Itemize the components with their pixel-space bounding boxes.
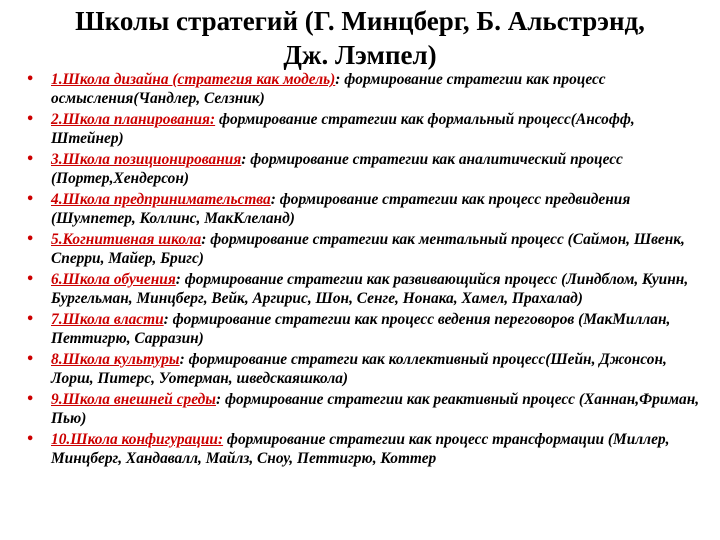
- list-item: [22, 270, 702, 308]
- school-separator: :: [335, 71, 341, 88]
- school-name: 7.Школа власти: [51, 311, 164, 328]
- school-description: формирование стратеги как коллективный процесс(Шейн, Джонсон, Лорш, Питерс, Уотерман, шведскаяшкола): [51, 351, 667, 387]
- school-name: 1.Школа дизайна (стратегия как модель): [51, 71, 336, 88]
- school-description: формирование стратегии как развивающийся процесс (Линдблом, Куинн, Бургельман, Минцберг, Вейк, Аргирис, Шон, Сенге, Нонака, Хамел, Прахалад): [51, 271, 689, 307]
- list-item: [22, 310, 702, 348]
- list-item: [22, 390, 702, 428]
- slide-title-line-2: Дж. Лэмпел): [283, 40, 437, 70]
- school-name: 8.Школа культуры: [51, 351, 180, 368]
- school-separator: :: [163, 311, 169, 328]
- school-name: 6.Школа обучения: [51, 271, 176, 288]
- list-item: [22, 350, 702, 388]
- bullet-icon: •: [26, 192, 35, 207]
- school-separator: :: [215, 391, 222, 408]
- bullet-icon: •: [26, 312, 35, 327]
- school-separator: :: [179, 351, 185, 368]
- school-separator: :: [270, 191, 276, 208]
- bullet-icon: •: [26, 392, 35, 407]
- bullet-icon: •: [26, 152, 35, 167]
- school-name: 3.Школа позиционирования: [51, 151, 242, 168]
- school-name: 5.Когнитивная школа: [51, 231, 202, 248]
- bullet-icon: •: [26, 72, 35, 87]
- school-name: 4.Школа предпринимательства: [51, 191, 271, 208]
- school-description: формирование стратегии как формальный процесс(Ансофф, Штейнер): [51, 111, 635, 147]
- school-description: формирование стратегии как ментальный процесс (Саймон, Швенк, Сперри, Майер, Бригс): [51, 231, 685, 267]
- school-name: 10.Школа конфигурации:: [51, 431, 224, 448]
- list-item: [22, 430, 702, 468]
- bullet-icon: •: [26, 432, 35, 447]
- schools-list: [22, 70, 702, 470]
- slide-title-line-1: Школы стратегий (Г. Минцберг, Б. Альстрэнд,: [75, 6, 645, 36]
- school-separator: :: [201, 231, 207, 248]
- bullet-icon: •: [26, 232, 35, 247]
- bullet-icon: •: [26, 352, 35, 367]
- list-item: [22, 150, 702, 188]
- school-name: 2.Школа планирования:: [51, 111, 216, 128]
- list-item: [22, 190, 702, 228]
- school-description: формирование стратегии как процесс трансформации (Миллер, Минцберг, Хандавалл, Майлз, Сноу, Петтигрю, Коттер: [51, 431, 670, 467]
- list-item: [22, 110, 702, 148]
- school-description: формирование стратегии как реактивный процесс (Ханнан,Фриман, Пью): [51, 391, 700, 427]
- slide-title: [20, 4, 700, 72]
- school-description: формирование стратегии как процесс предвидения (Шумпетер, Коллинс, МакКлеланд): [51, 191, 631, 227]
- list-item: [22, 70, 702, 108]
- school-separator: :: [241, 151, 247, 168]
- bullet-icon: •: [26, 112, 35, 127]
- school-description: формирование стратегии как процесс ведения переговоров (МакМиллан, Петтигрю, Сарразин): [51, 311, 671, 347]
- school-description: формирование стратегии как аналитический процесс (Портер,Хендерсон): [51, 151, 623, 187]
- school-separator: :: [175, 271, 181, 288]
- list-item: [22, 230, 702, 268]
- bullet-icon: •: [26, 272, 35, 287]
- school-name: 9.Школа внешней среды: [51, 391, 216, 408]
- school-description: формирование стратегии как процесс осмысления(Чандлер, Селзник): [51, 71, 606, 107]
